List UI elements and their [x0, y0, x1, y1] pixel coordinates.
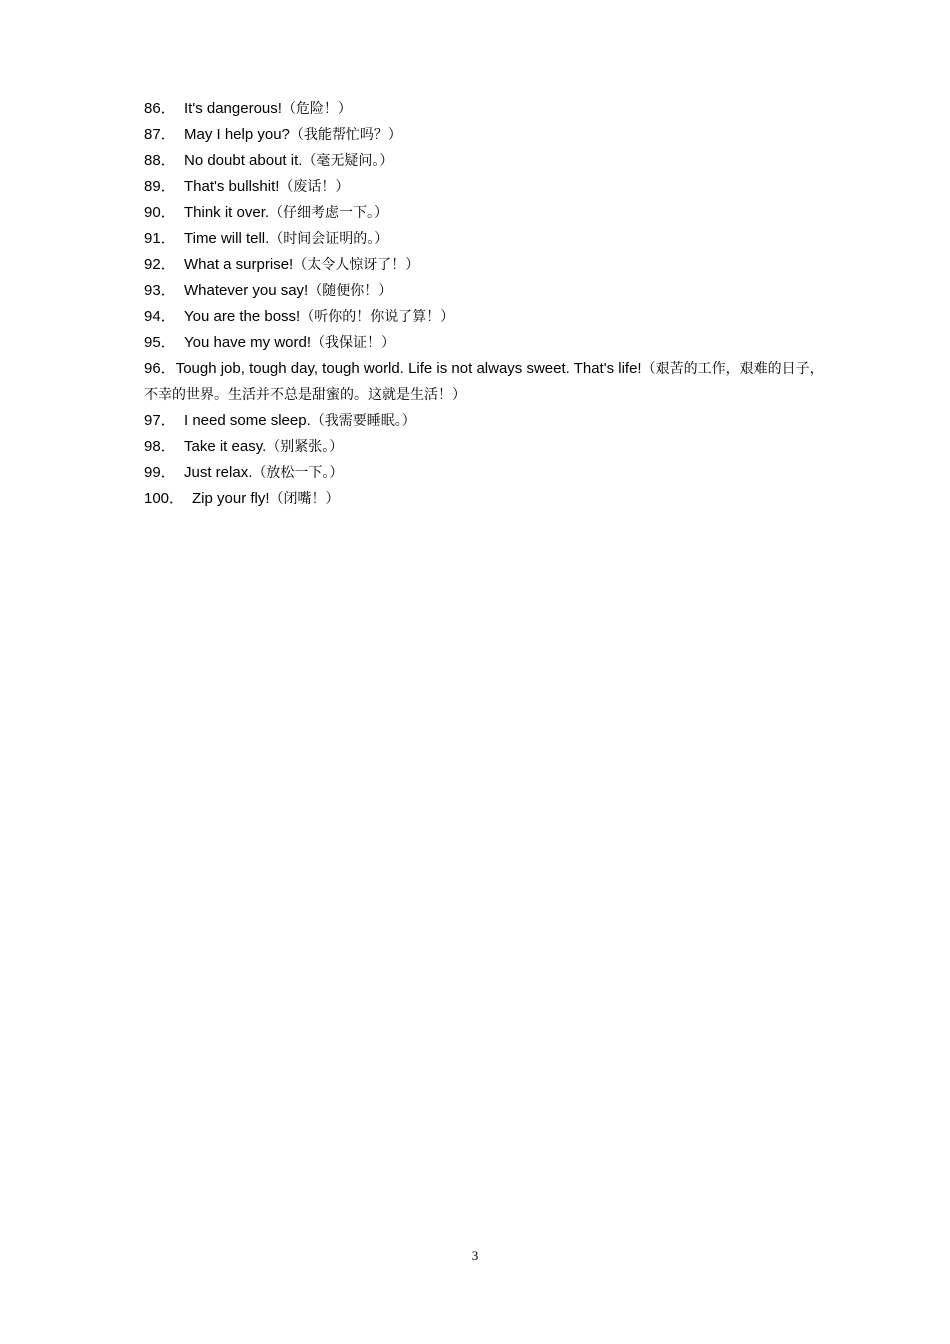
chinese-translation: （仔细考虑一下。） [269, 205, 389, 221]
list-item [144, 122, 824, 148]
list-item [144, 356, 824, 408]
list-item [144, 174, 824, 200]
chinese-translation: （毫无疑问。） [302, 153, 394, 169]
english-phrase: I need some sleep. [184, 412, 311, 429]
english-phrase: Whatever you say! [184, 282, 309, 299]
list-item [144, 148, 824, 174]
english-phrase: That's bullshit! [184, 178, 280, 195]
list-item [144, 278, 824, 304]
item-number: 90． [144, 204, 176, 221]
english-phrase: You have my word! [184, 334, 312, 351]
chinese-translation: （艰苦的工作，艰难的日子，不幸的世界。生活并不总是甜蜜的。这就是生活！） [144, 361, 824, 403]
item-number: 97． [144, 412, 176, 429]
chinese-translation: （我保证！） [311, 335, 396, 351]
list-item [144, 460, 824, 486]
item-number: 96． [144, 360, 176, 377]
chinese-translation: （闭嘴！） [269, 491, 340, 507]
chinese-translation: （听你的！你说了算！） [300, 309, 455, 325]
list-item [144, 252, 824, 278]
item-number: 86． [144, 100, 176, 117]
list-item [144, 226, 824, 252]
item-number: 100． [144, 490, 185, 507]
page-number: 3 [471, 1248, 479, 1263]
chinese-translation: （随便你！） [308, 283, 393, 299]
english-phrase: Take it easy. [184, 438, 267, 455]
english-phrase: Just relax. [184, 464, 253, 481]
phrase-list [144, 96, 824, 512]
item-number: 89． [144, 178, 176, 195]
item-number: 92． [144, 256, 176, 273]
item-number: 87． [144, 126, 176, 143]
item-number: 88． [144, 152, 176, 169]
item-number: 94． [144, 308, 176, 325]
item-number: 99． [144, 464, 176, 481]
english-phrase: It's dangerous! [184, 100, 282, 117]
english-phrase: May I help you? [184, 126, 290, 143]
list-item [144, 408, 824, 434]
list-item [144, 330, 824, 356]
chinese-translation: （我能帮忙吗？） [289, 127, 402, 143]
list-item [144, 96, 824, 122]
english-phrase: Tough job, tough day, tough world. Life is not always sweet. That's life! [175, 360, 642, 377]
list-item [144, 434, 824, 460]
english-phrase: Think it over. [184, 204, 270, 221]
chinese-translation: （我需要睡眠。） [310, 413, 416, 429]
english-phrase: You are the boss! [184, 308, 301, 325]
item-number: 93． [144, 282, 176, 299]
item-number: 91． [144, 230, 176, 247]
english-phrase: Zip your fly! [192, 490, 270, 507]
list-item [144, 304, 824, 330]
chinese-translation: （危险！） [281, 101, 352, 117]
english-phrase: What a surprise! [184, 256, 294, 273]
item-number: 98． [144, 438, 176, 455]
english-phrase: No doubt about it. [184, 152, 303, 169]
chinese-translation: （别紧张。） [266, 439, 344, 455]
list-item [144, 200, 824, 226]
english-phrase: Time will tell. [184, 230, 270, 247]
item-number: 95． [144, 334, 176, 351]
chinese-translation: （太令人惊讶了！） [293, 257, 420, 273]
chinese-translation: （放松一下。） [252, 465, 344, 481]
chinese-translation: （废话！） [279, 179, 350, 195]
chinese-translation: （时间会证明的。） [269, 231, 389, 247]
list-item [144, 486, 824, 512]
